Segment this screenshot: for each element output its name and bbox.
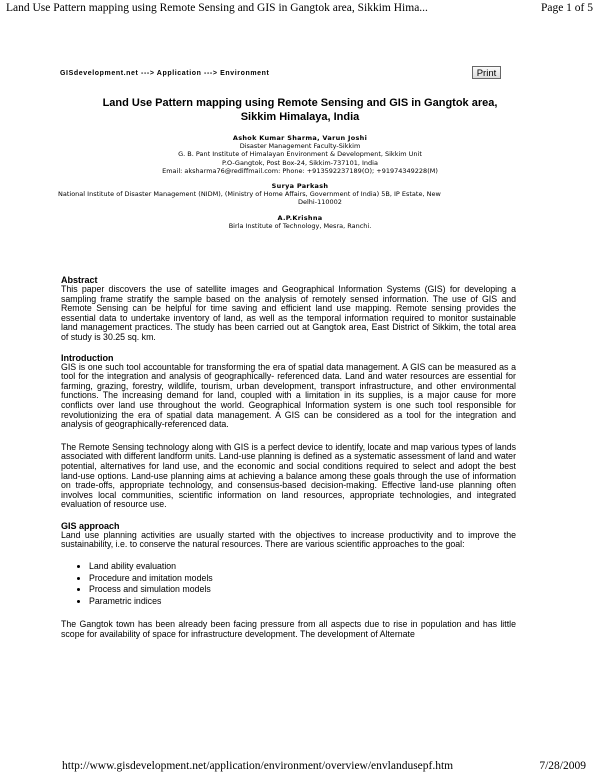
page-url: http://www.gisdevelopment.net/application/environment/overview/envlandusepf.htm — [62, 760, 454, 772]
list-item: • Process and simulation models — [89, 585, 516, 595]
page-number: Page 1 of 5 — [540, 2, 593, 14]
author-block — [58, 134, 542, 237]
author-affiliation: National Institute of Disaster Management (NIDM), (Ministry of Home Affairs, Government of India) 5B, IP Estate, New — [58, 190, 441, 199]
print-date: 7/28/2009 — [539, 760, 586, 772]
section-heading-abstract: Abstract — [61, 275, 98, 285]
title-line-1: Land Use Pattern mapping using Remote Sensing and GIS in Gangtok area, — [102, 97, 498, 109]
approach-list — [61, 562, 516, 606]
author-affiliation: G. B. Pant Institute of Himalayan Environment & Development, Sikkim Unit — [178, 150, 422, 159]
author-group-2 — [58, 182, 542, 207]
print-header — [0, 0, 600, 16]
list-item: • Land ability evaluation — [89, 562, 516, 572]
section-heading-gis-approach: GIS approach — [61, 520, 120, 531]
author-address: Delhi-110002 — [298, 198, 342, 207]
author-name: A.P.Krishna — [277, 213, 323, 222]
article-body — [61, 275, 516, 650]
introduction-paragraph-1: GIS is one such tool accountable for transforming the era of spatial data management. A GIS can be measured as a tool for the integration and analysis of geographically- referenced data. Land and water resources are essential for farming, grazing, forestry, wildlife, tourism, urban development, transport infrastructure, and other environmental functions. The increasing demand for land, coupled with a limitation in its supplies, is a major cause for more conflicts over land use throughout the world. Geographical Information system is one such tool responsible for revolutionizing the era of spatial data management. A GIS can be considered as a tool for the integration and analysis of geographically-referenced data. — [61, 361, 516, 430]
introduction-paragraph-2: The Remote Sensing technology along with GIS is a perfect device to identify, locate and map various types of lands associated with different landform units. Land-use planning is defined as a systematic assessment of land and water potential, alternatives for land use, and the economic and social conditions required to select and adopt the best land-use options. Land-use planning aims at achieving a balance among these goals through the use of information on trade-offs, appropriate technology, and consensus-based decision-making. Effective land-use planning often involves local communities, scientific information on land resources, appropriate technologies, and integrated evaluation of resource use. — [61, 441, 516, 510]
author-affiliation: Disaster Management Faculty-Sikkim — [239, 142, 361, 151]
article-title — [60, 96, 540, 124]
author-name: Surya Parkash — [271, 182, 329, 191]
gis-approach-paragraph: Land use planning activities are usually started with the objectives to increase productivity and to improve the sustainability, i.e. to conserve the natural resources. There are various scientific approaches to the goal: — [61, 529, 516, 550]
list-item: • Parametric indices — [89, 597, 516, 607]
author-name: Ashok Kumar Sharma, Varun Joshi — [232, 134, 368, 142]
page-header-title: Land Use Pattern mapping using Remote Sensing and GIS in Gangtok area, Sikkim Hima... — [6, 2, 428, 14]
list-item: • Procedure and imitation models — [89, 574, 516, 584]
abstract-paragraph: This paper discovers the use of satellite images and Geographical Information Systems (GIS) for developing a sampling frame stratify the sample based on the analysis of remotely sensed information. The use of GIS and Remote Sensing can be helpful for time saving and efficient land use mapping. Remote sensing provides the essential data to undertake inventory of land, as well as the temporal information required to monitor sustainable land management practices. The study has been carried out at Gangtok area, East District of Sikkim, the total area of study is 30.25 sq. km. — [61, 284, 516, 342]
author-contact: Email: aksharma76@rediffmail.com: Phone: +913592237189(O); +91974349228(M) — [162, 166, 438, 175]
author-group-1 — [58, 134, 542, 175]
gis-approach-continuation: The Gangtok town has been already been facing pressure from all aspects due to rise in population and has little scope for availability of space for infrastructure development. The development of Alternate — [61, 619, 516, 640]
author-address: P.O-Gangtok, Post Box-24, Sikkim-737101, India — [222, 158, 378, 167]
section-heading-introduction: Introduction — [61, 352, 114, 363]
title-line-2: Sikkim Himalaya, India — [240, 111, 360, 123]
author-group-3 — [58, 214, 542, 230]
author-affiliation: Birla Institute of Technology, Mesra, Ranchi. — [228, 221, 372, 230]
breadcrumb[interactable]: GISdevelopment.net ---> Application ---> Environment — [60, 70, 270, 77]
print-button[interactable]: Print — [472, 66, 501, 79]
